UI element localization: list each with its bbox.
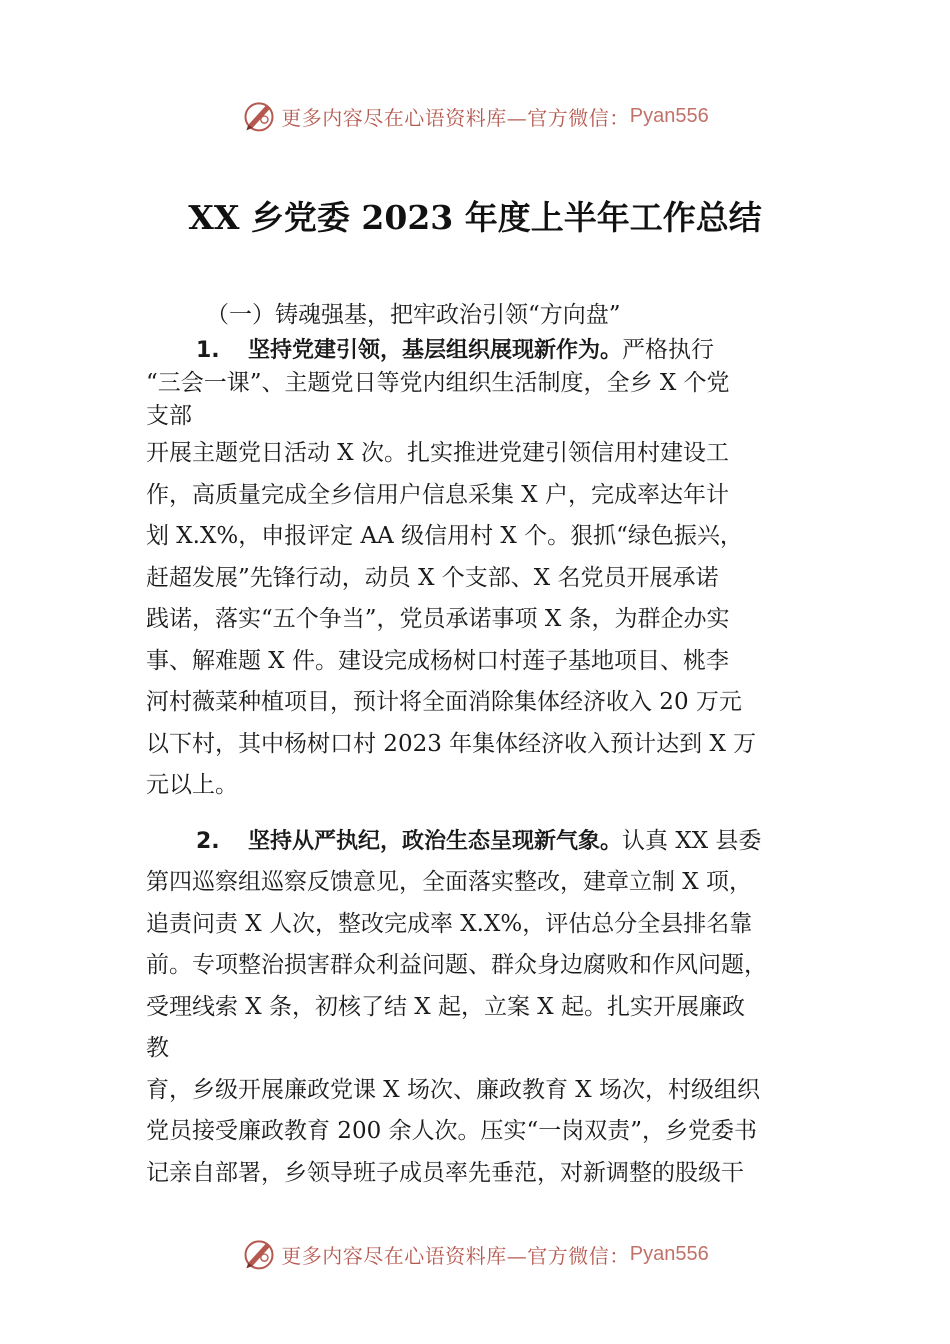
paragraph-2-line: 第四巡察组巡察反馈意见，全面落实整改，建章立制 X 项，: [146, 869, 752, 895]
paragraph-2-line: 记亲自部署，乡领导班子成员率先垂范，对新调整的股级干: [146, 1159, 744, 1186]
banner-text: 更多内容尽在心语资料库—官方微信：: [281, 105, 630, 130]
paragraph-2-line: 受理线索 X 条，初核了结 X 起，立案 X 起。扎实开展廉政: [146, 993, 745, 1020]
paragraph-2-line: 前。专项整治损害群众利益问题、群众身边腐败和作风问题，: [146, 952, 767, 978]
item-number: 2.: [196, 828, 220, 854]
pen-logo-icon: [241, 1236, 277, 1272]
paragraph-1-line: 赶超发展”先锋行动，动员 X 个支部、X 名党员开展承诺: [146, 564, 719, 591]
document-title: XX 乡党委 2023 年度上半年工作总结: [188, 198, 762, 237]
banner-wechat-id: Pyan556: [629, 104, 709, 127]
banner-wechat-id: Pyan556: [629, 1242, 709, 1265]
item-lead: 坚持从严执纪，政治生态呈现新气象。: [248, 828, 623, 854]
paragraph-1-line: 开展主题党日活动 X 次。扎实推进党建引领信用村建设工: [146, 440, 729, 466]
paragraph-2-line: 追责问责 X 人次，整改完成率 X.X%，评估总分全县排名靠: [146, 910, 753, 937]
paragraph-1-line: “三会一课”、主题党日等党内组织生活制度，全乡 X 个党: [146, 370, 730, 396]
pen-logo-icon: [241, 98, 277, 134]
header-banner: [0, 96, 950, 136]
item-number: 1.: [196, 338, 220, 363]
banner-text: 更多内容尽在心语资料库—官方微信：: [281, 1243, 630, 1268]
paragraph-text: 严格执行: [622, 337, 715, 363]
document-body: [146, 296, 826, 1194]
paragraph-2-line: [146, 821, 826, 863]
paragraph-1-line: 作，高质量完成全乡信用户信息采集 X 户，完成率达年计: [146, 481, 729, 508]
paragraph-gap: [146, 807, 826, 821]
paragraph-1-line: 以下村，其中杨树口村 2023 年集体经济收入预计达到 X 万: [146, 730, 757, 757]
paragraph-1-line: 践诺，落实“五个争当”，党员承诺事项 X 条，为群企办实: [146, 606, 730, 632]
paragraph-2-line: 党员接受廉政教育 200 余人次。压实“一岗双责”，乡党委书: [146, 1118, 758, 1144]
paragraph-2-line: 育，乡级开展廉政党课 X 场次、廉政教育 X 场次，村级组织: [146, 1076, 760, 1103]
paragraph-1-line: 河村薇菜种植项目，预计将全面消除集体经济收入 20 万元: [146, 689, 742, 715]
paragraph-1-line: 支部: [146, 403, 192, 429]
item-lead: 坚持党建引领，基层组织展现新作为。: [248, 338, 623, 363]
section-heading: （一）铸魂强基，把牢政治引领“方向盘”: [206, 302, 621, 328]
footer-banner: [0, 1234, 950, 1274]
paragraph-text: 认真 XX 县委: [622, 827, 762, 854]
paragraph-1-line: 事、解难题 X 件。建设完成杨树口村莲子基地项目、桃李: [146, 647, 729, 674]
paragraph-1-line: 元以上。: [146, 772, 238, 798]
paragraph-1-line: 划 X.X%，申报评定 AA 级信用村 X 个。狠抓“绿色振兴，: [146, 523, 743, 549]
paragraph-1-line: [146, 334, 826, 367]
paragraph-2-line: 教: [146, 1035, 169, 1061]
